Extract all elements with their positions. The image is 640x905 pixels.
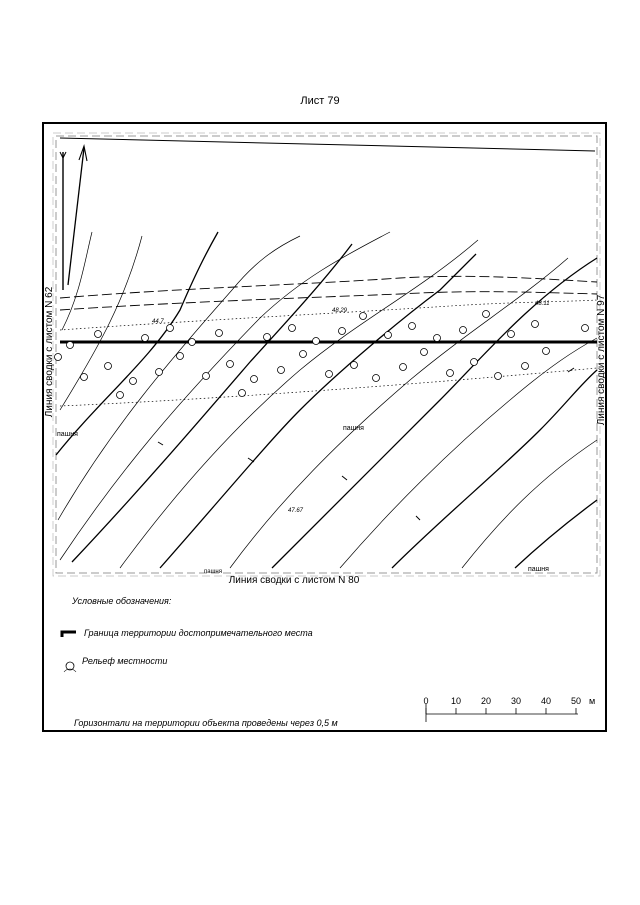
relief-circle-icon (582, 325, 589, 332)
scale-tick-label: 30 (510, 696, 522, 706)
relief-circle-icon (142, 335, 149, 342)
scale-bar (423, 696, 595, 722)
relief-circle-icon (105, 363, 112, 370)
relief-circle-icon (447, 370, 454, 377)
relief-circle-icon (495, 373, 502, 380)
relief-circle-icon (460, 327, 467, 334)
legend-item-boundary-label: Граница территории достопримечательного места (84, 628, 313, 638)
bottom-edge-label: Линия сводки с листом N 80 (228, 575, 360, 586)
relief-circle-icon (264, 334, 271, 341)
index-contour (72, 244, 352, 562)
dotted-lines (60, 300, 597, 406)
sheet-title: Лист 79 (300, 95, 340, 107)
relief-circle-icon (543, 348, 550, 355)
relief-circle-icon (130, 378, 137, 385)
relief-circle-icon (483, 311, 490, 318)
dotted-line (60, 300, 597, 330)
relief-circle-icon (421, 349, 428, 356)
contour-interval-note: Горизонтали на территории объекта проведены через 0,5 м (74, 718, 338, 728)
scale-tick-label: 10 (450, 696, 462, 706)
relief-circle-icon (278, 367, 285, 374)
relief-circle-icon (300, 351, 307, 358)
relief-circle-icon (351, 362, 358, 369)
relief-circle-icon (95, 331, 102, 338)
north-arrow-icon (60, 146, 87, 290)
road-line (60, 292, 597, 310)
land-label-arable: пашня (204, 569, 222, 575)
relief-circle-icon (373, 375, 380, 382)
relief-circle-icon (189, 339, 196, 346)
contour-line (58, 236, 300, 520)
scale-tick-label: 20 (480, 696, 492, 706)
contour-line (60, 236, 142, 410)
relief-circle-icon (471, 359, 478, 366)
relief-circle-icon (339, 328, 346, 335)
boundary-line-icon (62, 632, 76, 637)
relief-circle-icon (400, 364, 407, 371)
relief-circle-icon (313, 338, 320, 345)
scale-tick-label: 50 (570, 696, 582, 706)
relief-circle-icon (360, 313, 367, 320)
elevation-label: 44.7 (152, 319, 164, 325)
relief-circle-icon (67, 342, 74, 349)
relief-circle-icon (216, 330, 223, 337)
right-edge-label: Линия сводки с листом N 97 (596, 294, 607, 426)
land-label-arable: пашня (528, 566, 549, 573)
relief-circle-icon (203, 373, 210, 380)
relief-circle-icon (81, 374, 88, 381)
inner-dashed-border (56, 136, 597, 573)
land-label-arable: пашня (57, 431, 78, 438)
relief-circle-icon (239, 390, 246, 397)
contour-line (462, 440, 597, 568)
inner-dashed-border-outer (53, 133, 600, 576)
relief-circle-icon (326, 371, 333, 378)
contour-line (230, 258, 568, 568)
relief-circle-icon (508, 331, 515, 338)
legend-item-relief-label: Рельеф местности (82, 656, 168, 666)
index-contour (515, 500, 597, 568)
relief-circle-icon (167, 325, 174, 332)
relief-circle-icon (64, 662, 76, 672)
road-dashed-lines (60, 276, 597, 310)
relief-circle-icon (434, 335, 441, 342)
relief-circle-icon (289, 325, 296, 332)
relief-circle-icon (156, 369, 163, 376)
left-edge-label: Линия сводки с листом N 62 (44, 286, 55, 418)
relief-circles (55, 311, 589, 399)
elevation-label: 47.67 (288, 508, 304, 514)
elevation-label: 48.11 (535, 301, 550, 307)
relief-circle-icon (227, 361, 234, 368)
relief-circle-icon (55, 354, 62, 361)
scale-tick-label: 0 (423, 696, 429, 706)
relief-circle-icon (385, 332, 392, 339)
relief-circle-icon (117, 392, 124, 399)
scale-tick-label: 40 (540, 696, 552, 706)
contour-slope-ticks (158, 368, 574, 520)
relief-circle-icon (522, 363, 529, 370)
index-contour (392, 370, 597, 568)
legend-title: Условные обозначения: (72, 596, 172, 606)
relief-circle-icon (251, 376, 258, 383)
contour-line (62, 232, 92, 330)
road-line (60, 276, 597, 298)
elevation-label: 48.29 (332, 308, 348, 314)
relief-circle-icon (409, 323, 416, 330)
relief-circle-icon (532, 321, 539, 328)
scale-unit-label: м (589, 696, 596, 706)
land-label-arable: пашня (343, 425, 364, 432)
top-boundary-line (60, 138, 595, 151)
contour-line (120, 240, 478, 568)
relief-circle-icon (177, 353, 184, 360)
contour-line (340, 338, 597, 568)
